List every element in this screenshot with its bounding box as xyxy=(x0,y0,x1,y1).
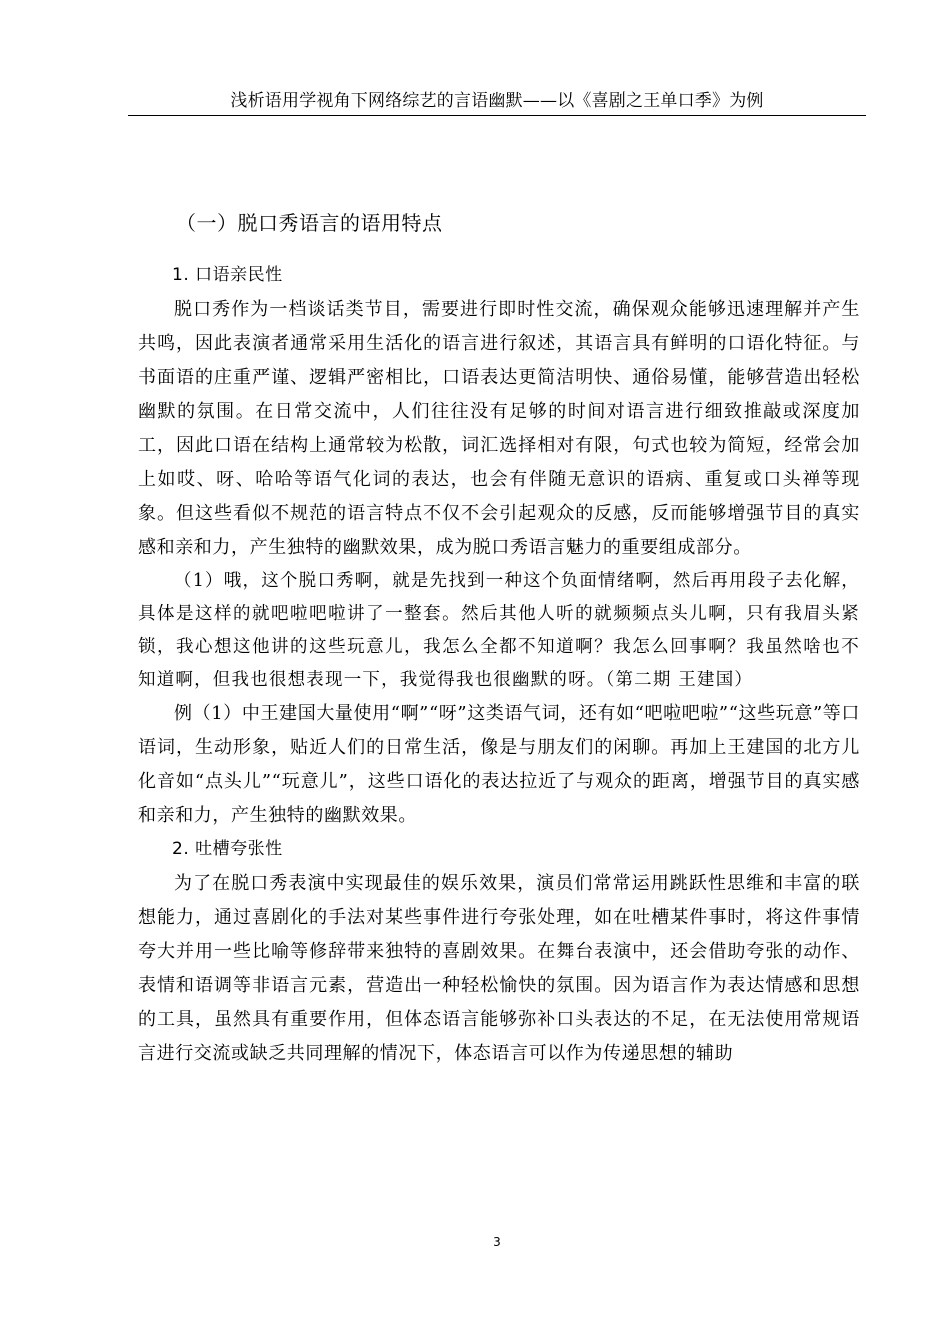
section-title: （一）脱口秀语言的语用特点 xyxy=(176,211,443,235)
subsection-title-2: 2. 吐槽夸张性 xyxy=(172,839,283,859)
body-content xyxy=(138,208,860,1071)
subsection-title-1: 1. 口语亲民性 xyxy=(172,265,283,285)
body-paragraph: 为了在脱口秀表演中实现最佳的娱乐效果，演员们常常运用跳跃性思维和丰富的联想能力，通过喜剧化的手法对某些事件进行夸张处理，如在吐槽某件事时，将这件事情夸大并用一些比喻等修辞带来独特的喜剧效果。在舞台表演中，还会借助夸张的动作、表情和语调等非语言元素，营造出一种轻松愉快的氛围。因为语言作为表达情感和思想的工具，虽然具有重要作用，但体态语言能够弥补口头表达的不足，在无法使用常规语言进行交流或缺乏共同理解的情况下，体态语言可以作为传递思想的辅助 xyxy=(138,873,860,1064)
body-paragraph: 例（1）中王建国大量使用“啊”“呀”这类语气词，还有如“吧啦吧啦”“这些玩意”等口语词，生动形象，贴近人们的日常生活，像是与朋友们的闲聊。再加上王建国的北方儿化音如“点头儿”“玩意儿”，这些口语化的表达拉近了与观众的距离，增强节目的真实感和亲和力，产生独特的幽默效果。 xyxy=(138,703,860,826)
example-quote: （1）哦，这个脱口秀啊，就是先找到一种这个负面情绪啊，然后再用段子去化解，具体是这样的就吧啦吧啦讲了一整套。然后其他人听的就频频点头儿啊，只有我眉头紧锁，我心想这他讲的这些玩意儿，我怎么全都不知道啊？我怎么回事啊？我虽然啥也不知道啊，但我也很想表现一下，我觉得我也很幽默的呀。（第二期 王建国） xyxy=(138,571,860,690)
page-number: 3 xyxy=(493,1235,501,1249)
running-header: 浅析语用学视角下网络综艺的言语幽默——以《喜剧之王单口季》为例 xyxy=(230,91,764,111)
header-rule xyxy=(128,115,866,116)
body-paragraph: 脱口秀作为一档谈话类节目，需要进行即时性交流，确保观众能够迅速理解并产生共鸣，因此表演者通常采用生活化的语言进行叙述，其语言具有鲜明的口语化特征。与书面语的庄重严谨、逻辑严密相比，口语表达更简洁明快、通俗易懂，能够营造出轻松幽默的氛围。在日常交流中，人们往往没有足够的时间对语言进行细致推敲或深度加工，因此口语在结构上通常较为松散，词汇选择相对有限，句式也较为简短，经常会加上如哎、呀、哈哈等语气化词的表达，也会有伴随无意识的语病、重复或口头禅等现象。但这些看似不规范的语言特点不仅不会引起观众的反感，反而能够增强节目的真实感和亲和力，产生独特的幽默效果，成为脱口秀语言魅力的重要组成部分。 xyxy=(138,299,860,558)
